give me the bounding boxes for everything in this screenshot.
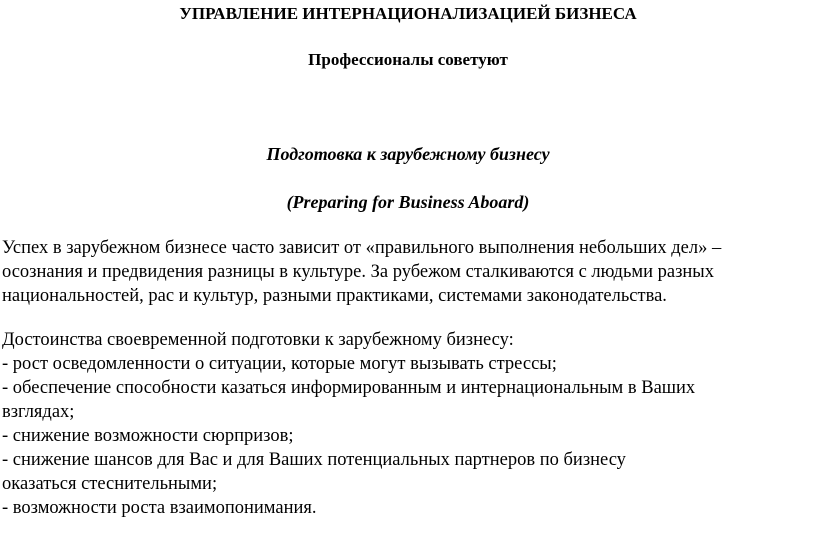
intro-line: национальностей, рас и культур, разными практиками, системами законодательства. [2,286,667,306]
section-title-english: (Preparing for Business Aboard) [286,192,530,212]
benefits-list [2,328,814,520]
intro-line: Успех в зарубежном бизнесе часто зависит от «правильного выполнения небольших дел» – [2,238,722,258]
list-item: - возможности роста взаимопонимания. [2,498,317,518]
intro-line: осознания и предвидения разницы в культуре. За рубежом сталкиваются с людьми разных [2,262,714,282]
list-item: - снижение шансов для Вас и для Ваших потенциальных партнеров по бизнесу [2,450,626,470]
document-heading: УПРАВЛЕНИЕ ИНТЕРНАЦИОНАЛИЗАЦИЕЙ БИЗНЕСА [179,4,637,23]
list-item-continuation: оказаться стеснительными; [2,474,218,494]
list-item: - рост осведомленности о ситуации, которые могут вызывать стрессы; [2,354,557,374]
list-item-continuation: взглядах; [2,402,75,422]
list-item: - снижение возможности сюрпризов; [2,426,294,446]
document-subheading: Профессионалы советуют [308,50,508,69]
intro-paragraph [2,236,814,308]
benefits-intro: Достоинства своевременной подготовки к зарубежному бизнесу: [2,330,514,350]
list-item: - обеспечение способности казаться информированным и интернациональным в Ваших [2,378,696,398]
section-title: Подготовка к зарубежному бизнесу [266,144,550,164]
